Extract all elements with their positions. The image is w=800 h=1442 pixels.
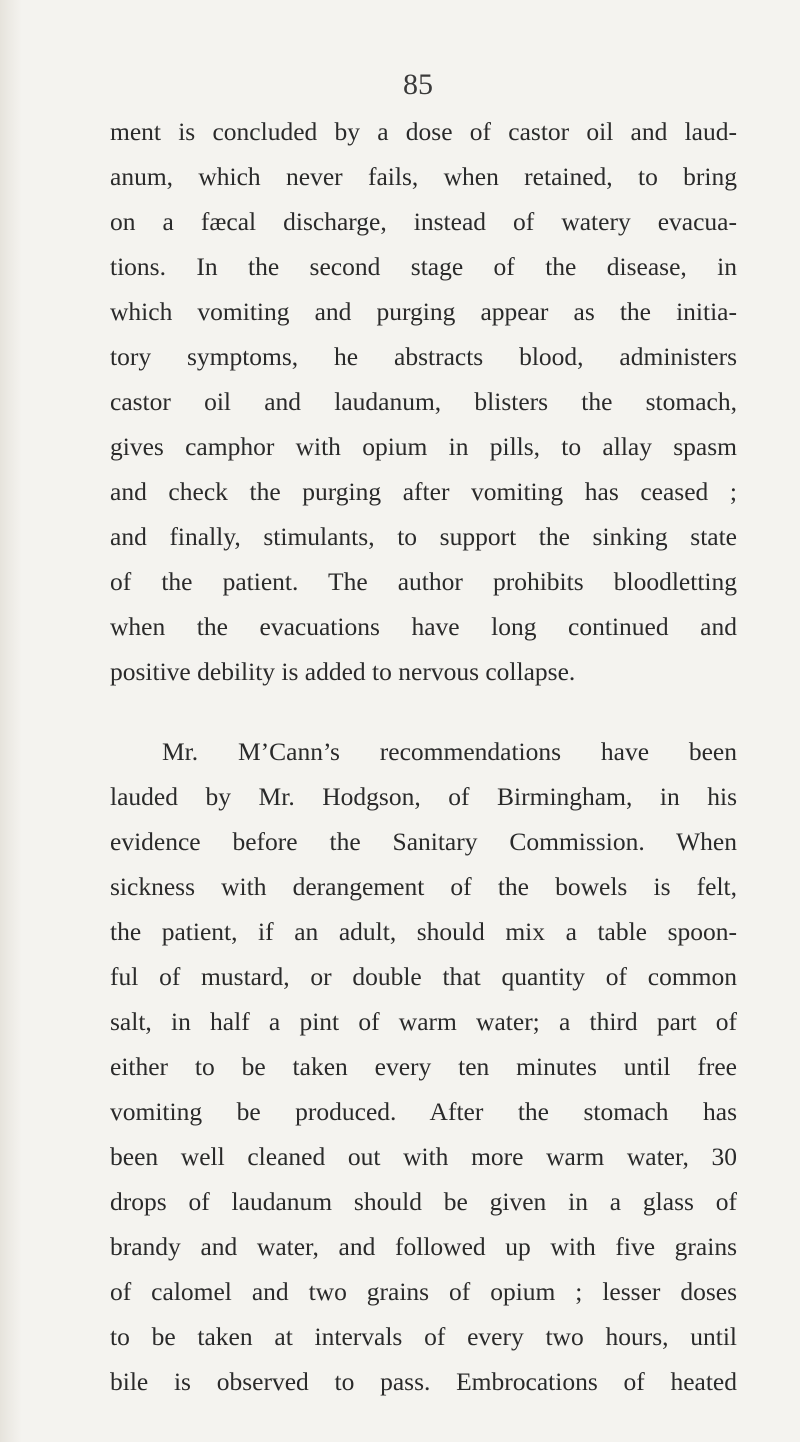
text-line: the patient, if an adult, should mix a table spoon- <box>110 917 737 946</box>
text-line: and finally, stimulants, to support the sinking state <box>110 522 737 551</box>
paragraph-1 <box>110 109 737 694</box>
text-line: anum, which never fails, when retained, to bring <box>110 162 737 191</box>
body-text <box>110 109 737 1404</box>
text-line: drops of laudanum should be given in a glass of <box>110 1187 737 1216</box>
text-line: and check the purging after vomiting has ceased ; <box>110 477 737 506</box>
text-line: bile is observed to pass. Embrocations of heated <box>110 1367 737 1396</box>
text-line: vomiting be produced. After the stomach has <box>110 1097 737 1126</box>
text-line: brandy and water, and followed up with five grains <box>110 1232 737 1261</box>
text-line: when the evacuations have long continued and <box>110 612 737 641</box>
paragraph-2 <box>110 729 737 1404</box>
text-line: on a fæcal discharge, instead of watery evacua- <box>110 207 737 236</box>
text-line: to be taken at intervals of every two hours, until <box>110 1322 737 1351</box>
text-line: castor oil and laudanum, blisters the stomach, <box>110 387 737 416</box>
text-line: salt, in half a pint of warm water; a third part of <box>110 1007 737 1036</box>
text-line: evidence before the Sanitary Commission. When <box>110 827 737 856</box>
text-line: lauded by Mr. Hodgson, of Birmingham, in his <box>110 782 737 811</box>
text-line: which vomiting and purging appear as the initia- <box>110 297 737 326</box>
text-line: ment is concluded by a dose of castor oil and laud- <box>110 117 737 146</box>
text-line: gives camphor with opium in pills, to allay spasm <box>110 432 737 461</box>
text-line: tory symptoms, he abstracts blood, administers <box>110 342 737 371</box>
text-line: either to be taken every ten minutes until free <box>110 1052 737 1081</box>
text-line: of calomel and two grains of opium ; lesser doses <box>110 1277 737 1306</box>
text-line: been well cleaned out with more warm water, 30 <box>110 1142 737 1171</box>
page-edge-shadow <box>0 0 22 1442</box>
text-line: Mr. M’Cann’s recommendations have been <box>162 737 737 766</box>
page-number: 85 <box>403 68 433 101</box>
text-line: positive debility is added to nervous collapse. <box>110 657 576 686</box>
paragraph-spacer <box>110 694 737 729</box>
text-line: tions. In the second stage of the disease, in <box>110 252 737 281</box>
text-line: of the patient. The author prohibits bloodletting <box>110 567 737 596</box>
text-line: sickness with derangement of the bowels is felt, <box>110 872 737 901</box>
text-line: ful of mustard, or double that quantity of common <box>110 962 737 991</box>
